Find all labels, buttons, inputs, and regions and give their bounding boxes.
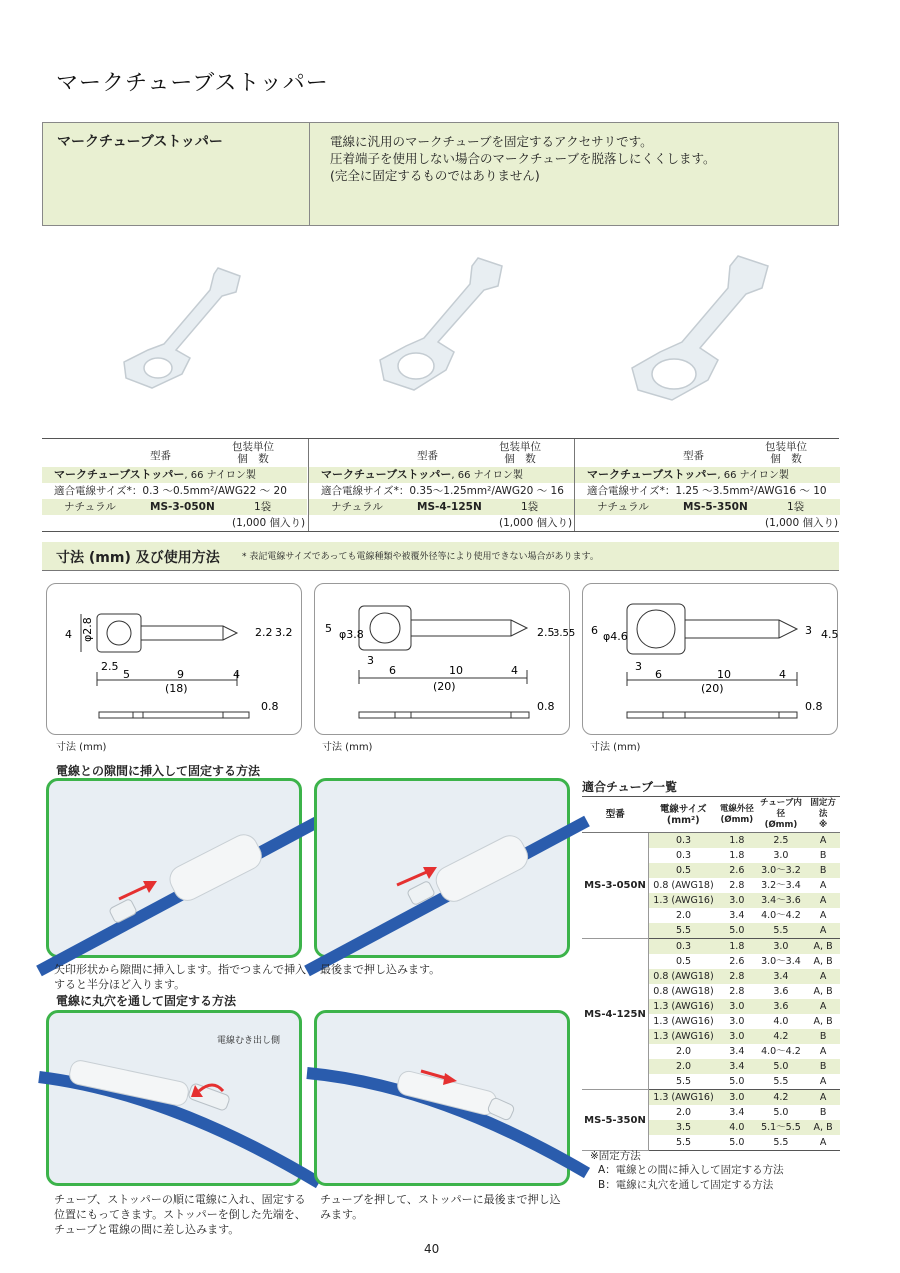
spec-header-model: 型番 <box>150 450 171 462</box>
spec-header-unit: 包装単位 個 数 <box>499 441 541 465</box>
product-image-ms-5 <box>628 252 788 412</box>
compat-cell: 4.0 <box>773 1016 789 1027</box>
compat-cell: 5.5 <box>756 923 807 939</box>
spec-product-name: マークチューブストッパー, 66 ナイロン製 <box>575 467 840 483</box>
intro-line: (完全に固定するものではありません) <box>330 168 540 183</box>
wire-exposed-side-label: 電線むき出し側 <box>217 1036 281 1046</box>
compat-cell: 2.0 <box>675 910 692 921</box>
compat-cell: 3.4 <box>718 1059 756 1074</box>
compat-cell: 3.4〜3.6 <box>756 893 807 908</box>
compat-cell: A <box>806 1074 840 1090</box>
dim-height: 5 <box>325 622 332 635</box>
compat-cell: 3.0〜3.4 <box>761 956 801 967</box>
dim-hole-diameter: φ3.8 <box>339 628 364 641</box>
compat-cell: 5.0 <box>756 1059 807 1074</box>
compat-cell: 2.6 <box>718 863 756 878</box>
method2-heading: 電線に丸穴を通して固定する方法 <box>56 994 237 1008</box>
compat-cell: 1.3 (AWG16) <box>649 893 718 908</box>
compat-cell: A, B <box>813 956 833 967</box>
spec-column <box>575 439 840 531</box>
dimension-drawing-box <box>314 583 576 735</box>
dim-e: 4 <box>233 668 240 681</box>
intro-product-name: マークチューブストッパー <box>57 134 223 150</box>
compat-cell: 2.8 <box>718 969 756 984</box>
dim-height: 6 <box>591 624 598 637</box>
compat-cell: A <box>819 880 827 891</box>
compat-cell: 2.5 <box>756 833 807 849</box>
dimension-caption: 寸法 (mm) <box>56 742 107 753</box>
compat-cell: 0.3 <box>675 850 692 861</box>
dim-height: 4 <box>65 628 72 641</box>
intro-box <box>42 122 839 226</box>
dim-e: 4 <box>779 668 786 681</box>
spec-table <box>42 438 839 532</box>
method1-caption-1: 矢印形状から隙間に挿入します。指でつまんで挿入 すると半分ほど入ります。 <box>54 963 307 991</box>
product-image-ms-4 <box>374 252 524 402</box>
dimensions-heading: 寸法 (mm) 及び使用方法 <box>56 550 220 566</box>
compat-cell: 0.3 <box>649 833 718 849</box>
compat-cell: 4.2 <box>756 1090 807 1106</box>
spec-column <box>309 439 574 531</box>
table-row <box>582 1090 840 1106</box>
compat-cell: 5.5 <box>649 1135 718 1151</box>
dim-a: 3 <box>635 660 642 673</box>
dim-c: 10 <box>717 668 731 681</box>
dimension-caption: 寸法 (mm) <box>322 742 373 753</box>
dim-total: (18) <box>165 682 188 695</box>
method1-photo-1 <box>46 778 302 958</box>
method1-caption-2: 最後まで押し込みます。 <box>320 963 441 976</box>
spec-product-name: マークチューブストッパー, 66 ナイロン製 <box>42 467 307 483</box>
compat-cell: 2.0 <box>649 1059 718 1074</box>
compat-cell: 1.8 <box>718 939 756 955</box>
method2-caption-2: チューブを押して、ストッパーに最後まで押し込 みます。 <box>320 1193 561 1221</box>
compat-header-cell: 型番 <box>582 797 649 833</box>
dim-thickness: 0.8 <box>537 700 555 713</box>
compat-cell: 0.3 <box>649 939 718 955</box>
compat-header-cell: チューブ内径 (Ømm) <box>756 797 807 833</box>
dimension-caption: 寸法 (mm) <box>590 742 641 753</box>
dim-tip-height: 4.5 <box>821 628 839 641</box>
spec-quantity: (1,000 個入り) <box>765 517 839 529</box>
compat-cell: B <box>819 850 827 861</box>
compat-cell: 3.0〜3.2 <box>756 863 807 878</box>
compat-cell: 3.4 <box>729 1046 745 1057</box>
dim-a: 3 <box>367 654 374 667</box>
compat-cell: 1.3 (AWG16) <box>653 1016 714 1027</box>
compat-cell: 3.2〜3.4 <box>761 880 801 891</box>
compat-cell: A <box>806 969 840 984</box>
compat-cell: 5.0 <box>718 1074 756 1090</box>
compat-cell: 3.0 <box>756 939 807 955</box>
compat-cell: 5.0 <box>718 1135 756 1151</box>
dimensions-heading-bar <box>42 542 839 571</box>
dim-thickness: 0.8 <box>805 700 823 713</box>
compat-cell: 4.0 <box>718 1120 756 1135</box>
compat-cell: 2.8 <box>729 880 745 891</box>
dimension-drawing-box <box>46 583 302 735</box>
compat-cell: 5.5 <box>649 1074 718 1090</box>
intro-divider <box>309 123 310 225</box>
compat-cell: 3.0 <box>718 1029 756 1044</box>
spec-wire-size: 適合電線サイズ*：0.35〜1.25mm²/AWG20 〜 16 <box>321 485 564 497</box>
compat-cell: A, B <box>806 939 840 955</box>
spec-header-model: 型番 <box>417 450 438 462</box>
compat-cell: 2.6 <box>729 956 745 967</box>
dimension-drawing-box <box>582 583 838 735</box>
dim-hole-diameter: φ4.6 <box>603 630 628 643</box>
dim-tip-width: 2.2 <box>255 626 273 639</box>
compat-cell: 5.5 <box>649 923 718 939</box>
compat-cell: A <box>819 910 827 921</box>
spec-product-name: マークチューブストッパー, 66 ナイロン製 <box>309 467 574 483</box>
dim-thickness: 0.8 <box>261 700 279 713</box>
compat-cell: 0.5 <box>649 863 718 878</box>
spec-header-unit: 包装単位 個 数 <box>765 441 807 465</box>
compat-cell: 2.0 <box>675 1046 692 1057</box>
page-title: マークチューブストッパー <box>56 71 329 96</box>
method2-photo-2 <box>314 1010 570 1186</box>
page-number: 40 <box>424 1242 440 1256</box>
compat-cell: 5.1〜5.5 <box>756 1120 807 1135</box>
spec-model-row: ナチュラル MS-3-050N 1袋 <box>42 499 307 515</box>
table-row <box>582 939 840 955</box>
compat-cell: 1.3 (AWG16) <box>649 999 718 1014</box>
compat-cell: A <box>806 893 840 908</box>
spec-quantity: (1,000 個入り) <box>499 517 573 529</box>
dim-c: 9 <box>177 668 184 681</box>
compat-cell: 3.4 <box>729 1107 745 1118</box>
compat-cell: 3.4 <box>729 910 745 921</box>
intro-line: 電線に汎用のマークチューブを固定するアクセサリです。 <box>330 134 653 149</box>
compat-table-title: 適合チューブ一覧 <box>582 780 678 794</box>
compat-cell: 4.0〜4.2 <box>761 910 801 921</box>
compat-cell: A, B <box>813 986 833 997</box>
compat-cell: A, B <box>806 1120 840 1135</box>
compat-cell: 1.8 <box>718 833 756 849</box>
compat-cell: 3.5 <box>649 1120 718 1135</box>
spec-model-row: ナチュラル MS-5-350N 1袋 <box>575 499 840 515</box>
compat-cell: B <box>819 1107 827 1118</box>
compat-cell: 5.0 <box>718 923 756 939</box>
compat-cell: 5.5 <box>756 1074 807 1090</box>
compat-note-a: A：電線との間に挿入して固定する方法 <box>598 1164 784 1176</box>
compat-model-cell: MS-4-125N <box>582 939 649 1090</box>
compat-header-cell: 固定方法 ※ <box>806 797 840 833</box>
compat-header-row <box>582 797 840 833</box>
dim-e: 4 <box>511 664 518 677</box>
compat-cell: A <box>806 1090 840 1106</box>
compat-cell: 3.4 <box>756 969 807 984</box>
spec-column <box>42 439 307 531</box>
compat-note-b: B：電線に丸穴を通して固定する方法 <box>598 1179 774 1191</box>
spec-wire-size: 適合電線サイズ*：1.25 〜3.5mm²/AWG16 〜 10 <box>587 485 827 497</box>
dimensions-note: * 表記電線サイズであっても電線種類や被覆外径等により使用できない場合があります。 <box>242 552 599 562</box>
compat-cell: 0.8 (AWG18) <box>649 969 718 984</box>
compat-cell: B <box>806 863 840 878</box>
spec-header-model: 型番 <box>683 450 704 462</box>
compat-cell: 3.6 <box>756 999 807 1014</box>
dim-total: (20) <box>701 682 724 695</box>
compat-cell: B <box>806 1029 840 1044</box>
compat-cell: 1.3 (AWG16) <box>649 1029 718 1044</box>
compat-cell: 1.3 (AWG16) <box>649 1090 718 1106</box>
compat-cell: A <box>819 1046 827 1057</box>
spec-quantity: (1,000 個入り) <box>232 517 306 529</box>
product-image-ms-3 <box>118 262 258 402</box>
compat-model-cell: MS-5-350N <box>582 1090 649 1151</box>
compat-cell: 3.0 <box>773 850 789 861</box>
compat-note-title: ※固定方法 <box>590 1150 641 1162</box>
compat-cell: 3.0 <box>718 893 756 908</box>
compat-cell: 5.0 <box>773 1107 789 1118</box>
compat-cell: 3.6 <box>773 986 789 997</box>
compat-cell: 4.0〜4.2 <box>761 1046 801 1057</box>
compat-table <box>582 796 840 1151</box>
compat-cell: A <box>806 1135 840 1151</box>
compat-cell: 0.8 (AWG18) <box>653 986 714 997</box>
dim-c: 10 <box>449 664 463 677</box>
compat-cell: 0.5 <box>675 956 692 967</box>
dim-tip-height: 3.55 <box>553 628 576 639</box>
dim-tip-width: 2.5 <box>537 626 555 639</box>
method1-heading: 電線との隙間に挿入して固定する方法 <box>56 764 261 778</box>
intro-line: 圧着端子を使用しない場合のマークチューブを脱落しにくくします。 <box>330 151 716 166</box>
compat-header-cell: 電線外径 (Ømm) <box>718 797 756 833</box>
compat-cell: 5.5 <box>756 1135 807 1151</box>
compat-cell: A <box>806 999 840 1014</box>
spec-wire-size: 適合電線サイズ*：0.3 〜0.5mm²/AWG22 〜 20 <box>54 485 287 497</box>
compat-cell: 2.0 <box>675 1107 692 1118</box>
dim-b: 5 <box>123 668 130 681</box>
compat-cell: 3.0 <box>718 1090 756 1106</box>
method2-caption-1: チューブ、ストッパーの順に電線に入れ、固定する 位置にもってきます。ストッパーを倒した先端を、 チューブと電線の間に差し込みます。 <box>54 1193 306 1236</box>
compat-cell: 3.0 <box>729 1016 745 1027</box>
dim-tip-width: 3 <box>805 624 812 637</box>
method2-photo-1 <box>46 1010 302 1186</box>
compat-cell: A <box>806 833 840 849</box>
compat-cell: 1.8 <box>729 850 745 861</box>
dim-b: 6 <box>389 664 396 677</box>
dim-tip-height: 3.2 <box>275 626 293 639</box>
compat-cell: 2.8 <box>729 986 745 997</box>
compat-model-cell: MS-3-050N <box>582 833 649 939</box>
dim-a: 2.5 <box>101 660 119 673</box>
compat-cell: 4.2 <box>756 1029 807 1044</box>
compat-header-cell: 電線サイズ (mm²) <box>649 797 718 833</box>
dim-b: 6 <box>655 668 662 681</box>
dim-hole-diameter: φ2.8 <box>81 617 94 642</box>
spec-header-unit: 包装単位 個 数 <box>232 441 274 465</box>
dim-total: (20) <box>433 680 456 693</box>
spec-model-row: ナチュラル MS-4-125N 1袋 <box>309 499 574 515</box>
compat-cell: 0.8 (AWG18) <box>653 880 714 891</box>
compat-cell: A, B <box>813 1016 833 1027</box>
compat-cell: B <box>806 1059 840 1074</box>
compat-cell: 3.0 <box>718 999 756 1014</box>
table-row <box>582 833 840 849</box>
intro-description <box>330 133 716 184</box>
method1-photo-2 <box>314 778 570 958</box>
compat-cell: A <box>806 923 840 939</box>
